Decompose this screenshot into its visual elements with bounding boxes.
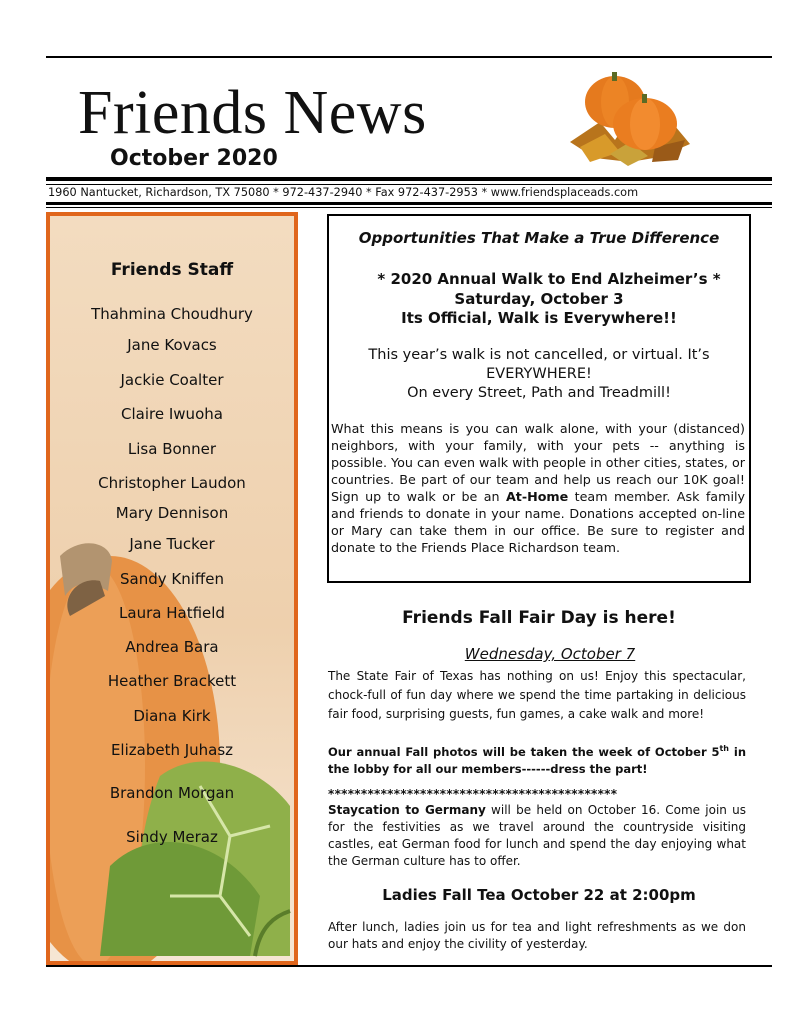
staff-member: Heather Brackett — [107, 672, 237, 690]
address-rule-thin — [46, 207, 772, 208]
staff-member: Sindy Meraz — [126, 828, 218, 846]
walk-tagline: Its Official, Walk is Everywhere!! — [401, 309, 677, 327]
section-divider: ******************************************** — [328, 787, 618, 801]
staff-member: Brandon Morgan — [109, 784, 235, 802]
at-home-label: At-Home — [505, 489, 569, 504]
tea-description: After lunch, ladies join us for tea and light refreshments as we don our hats and enjoy the civility of yesterday. — [328, 920, 746, 951]
opportunities-box — [327, 214, 751, 583]
header-rule-thick — [46, 177, 772, 181]
staff-member: Thahmina Choudhury — [91, 305, 253, 323]
staff-member: Andrea Bara — [125, 638, 219, 656]
walk-notice: EVERYWHERE! — [486, 366, 592, 382]
opportunities-heading: Opportunities That Make a True Difference — [358, 229, 720, 247]
newsletter-date: October 2020 — [110, 146, 278, 171]
fall-photos-note: Our annual Fall photos will be taken the week of October 5th in the lobby for all our members------dress the part! — [328, 744, 746, 776]
fair-date: Wednesday, October 7 — [464, 645, 636, 663]
staycation-title: Staycation to Germany — [328, 803, 486, 817]
address-line: 1960 Nantucket, Richardson, TX 75080 * 972-437-2940 * Fax 972-437-2953 * www.friendsplaceads.com — [48, 186, 639, 199]
staff-member: Jackie Coalter — [120, 371, 224, 389]
staff-member: Mary Dennison — [115, 504, 229, 522]
staycation-text: Staycation to Germany will be held on October 16. Come join us for the festivities as we travel around the countryside visiting castles, eat German food for lunch and spend the day enjoying what the German culture has to offer. — [328, 803, 746, 868]
address-rule-thick — [46, 202, 772, 205]
walk-notice: This year’s walk is not cancelled, or virtual. It’s — [368, 347, 710, 363]
walk-date: Saturday, October 3 — [454, 290, 624, 308]
header-rule-thin — [46, 184, 772, 185]
newsletter-title: Friends News — [78, 79, 427, 147]
pumpkins-icon — [560, 62, 700, 172]
walk-notice: On every Street, Path and Treadmill! — [407, 385, 671, 401]
staff-member: Laura Hatfield — [119, 604, 225, 622]
fair-heading: Friends Fall Fair Day is here! — [402, 608, 676, 628]
staff-heading: Friends Staff — [110, 260, 234, 280]
staff-member: Lisa Bonner — [127, 440, 217, 458]
tea-heading: Ladies Fall Tea October 22 at 2:00pm — [382, 886, 696, 904]
bottom-rule — [46, 965, 772, 967]
staff-member: Jane Tucker — [129, 535, 215, 553]
staff-member: Diana Kirk — [133, 707, 211, 725]
staff-member: Jane Kovacs — [127, 336, 217, 354]
staff-sidebar — [46, 212, 298, 965]
staff-member: Christopher Laudon — [98, 474, 246, 492]
walk-details: What this means is you can walk alone, with your (distanced) neighbors, with your family, with your pets -- anything is possible. You can even walk with people in other cities, states, or countries. Be part of our team and help us reach our 10K goal! Sign up to walk or be an At-Home team member. Ask family and friends to donate in your name. Donations accepted on-line or Mary can take them in our office. Be sure to register and donate to the Friends Place Richardson team. — [331, 421, 745, 555]
staff-member: Elizabeth Juhasz — [110, 741, 234, 759]
staff-member: Sandy Kniffen — [120, 570, 224, 588]
fair-description: The State Fair of Texas has nothing on us! Enjoy this spectacular, chock-full of fun day where we spend the time partaking in delicious fair food, surprising guests, fun games, a cake walk and more! — [328, 669, 746, 721]
walk-title: * 2020 Annual Walk to End Alzheimer’s * — [377, 270, 721, 288]
staff-member: Claire Iwuoha — [121, 405, 223, 423]
top-rule — [46, 56, 772, 58]
